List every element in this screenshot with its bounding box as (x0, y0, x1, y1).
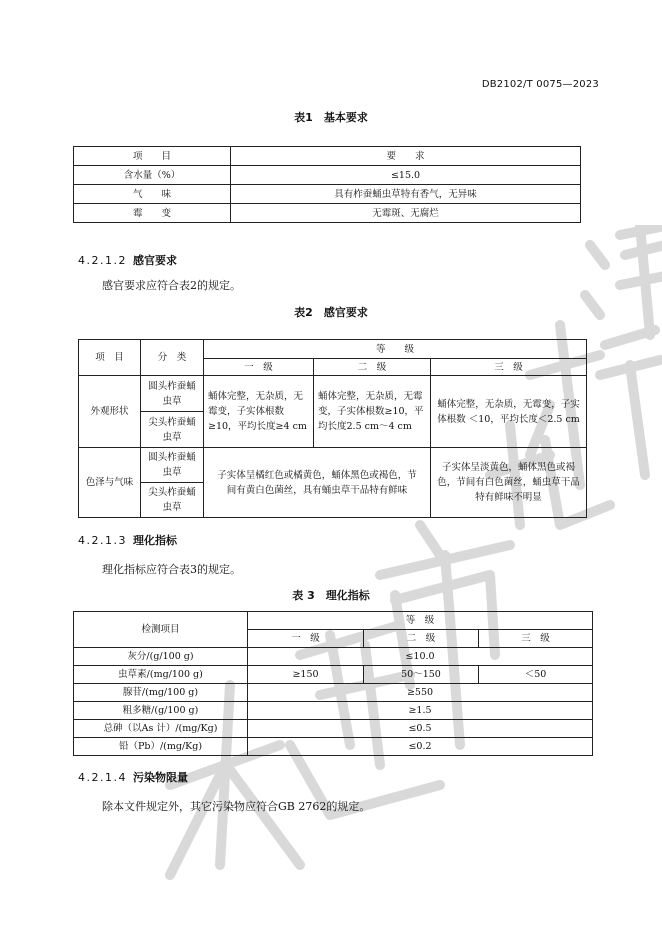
doc-code: DB2102/T 0075—2023 (481, 79, 599, 90)
table2-type-pointed: 尖头柞蚕蛹虫草 (141, 412, 204, 448)
table2-appearance-grade1: 蛹体完整，无杂质，无霉变，子实体根数≥10，平均长度≥4 cm (204, 376, 314, 448)
table3-grade-1: 一 级 (248, 630, 364, 648)
table1-cell: 具有柞蚕蛹虫草特有香气，无异味 (231, 185, 581, 204)
table2-color-label: 色泽与气味 (79, 448, 141, 518)
table1-cell: 气 味 (74, 185, 231, 204)
section-title: 理化指标 (132, 534, 177, 547)
table1-cell: ≤15.0 (231, 166, 581, 185)
table1 (73, 146, 581, 223)
table3-row-value: ＜50 (479, 666, 593, 684)
table3-row-item: 虫草素/(mg/100 g) (74, 666, 248, 684)
table3-row-item: 总砷（以As 计）/(mg/Kg) (74, 720, 248, 738)
table2-grade-1: 一 级 (204, 359, 314, 376)
section-4213-heading (78, 532, 177, 548)
table3-row-value: ≥1.5 (248, 702, 593, 720)
table3-header-grade: 等 级 (248, 612, 593, 630)
table3-grade-3: 三 级 (479, 630, 593, 648)
table3-row-item: 灰分/(g/100 g) (74, 648, 248, 666)
section-title: 感官要求 (132, 254, 177, 267)
table2-type-pointed: 尖头柞蚕蛹虫草 (141, 483, 204, 518)
table2-appearance-grade3: 蛹体完整，无杂质，无霉变，子实体根数 ＜10，平均长度＜2.5 cm (431, 376, 587, 448)
section-4212-heading (78, 252, 177, 268)
table2-color-grade3: 子实体呈淡黄色，蛹体黑色或褐色，节间有白色菌丝，蛹虫草干品特有鲜味不明显 (431, 448, 587, 518)
table3-row-value: ≤10.0 (248, 648, 593, 666)
section-4214-heading (78, 769, 188, 785)
table3-row-value: ≤0.2 (248, 738, 593, 756)
section-number: 4.2.1.4 (78, 771, 127, 784)
table1-header-requirement: 要 求 (231, 147, 581, 166)
section-title: 污染物限量 (132, 771, 188, 784)
table1-cell: 无霉斑、无腐烂 (231, 204, 581, 223)
table3-row-item: 铅（Pb）/(mg/Kg) (74, 738, 248, 756)
table2-appearance-label: 外观形状 (79, 376, 141, 448)
table2-grade-3: 三 级 (431, 359, 587, 376)
section-4213-text: 理化指标应符合表3的规定。 (102, 563, 241, 576)
table1-cell: 霉 变 (74, 204, 231, 223)
table2-header-class: 分 类 (141, 340, 204, 376)
table3-row-item: 腺苷/(mg/100 g) (74, 684, 248, 702)
table3-row-item: 粗多糖/(g/100 g) (74, 702, 248, 720)
table3-row-value: ≥150 (248, 666, 364, 684)
table2-header-grade: 等 级 (204, 340, 587, 359)
table3-row-value: 50～150 (364, 666, 479, 684)
table3 (73, 611, 593, 756)
table1-header-item: 项 目 (74, 147, 231, 166)
section-number: 4.2.1.2 (78, 254, 127, 267)
table1-caption: 表1 基本要求 (294, 111, 368, 124)
section-4214-text: 除本文件规定外，其它污染物应符合GB 2762的规定。 (102, 800, 371, 813)
table2-caption: 表2 感官要求 (294, 306, 368, 319)
table3-caption: 表 3 理化指标 (292, 589, 370, 602)
table2-header-item: 项 目 (79, 340, 141, 376)
table1-cell: 含水量（%） (74, 166, 231, 185)
section-4212-text: 感官要求应符合表2的规定。 (102, 279, 241, 292)
table3-row-value: ≤0.5 (248, 720, 593, 738)
table2 (78, 339, 587, 518)
table3-grade-2: 二 级 (364, 630, 479, 648)
table2-color-grade12: 子实体呈橘红色或橘黄色，蛹体黑色或褐色，节间有黄白色菌丝，具有蛹虫草干品特有鲜味 (204, 448, 431, 518)
table2-appearance-grade2: 蛹体完整，无杂质，无霉变，子实体根数≥10，平均长度2.5 cm～4 cm (314, 376, 431, 448)
table2-type-round: 圆头柞蚕蛹虫草 (141, 376, 204, 412)
table2-grade-2: 二 级 (314, 359, 431, 376)
section-number: 4.2.1.3 (78, 534, 127, 547)
table3-row-value: ≥550 (248, 684, 593, 702)
table2-type-round: 圆头柞蚕蛹虫草 (141, 448, 204, 483)
table3-header-item: 检测项目 (74, 612, 248, 648)
